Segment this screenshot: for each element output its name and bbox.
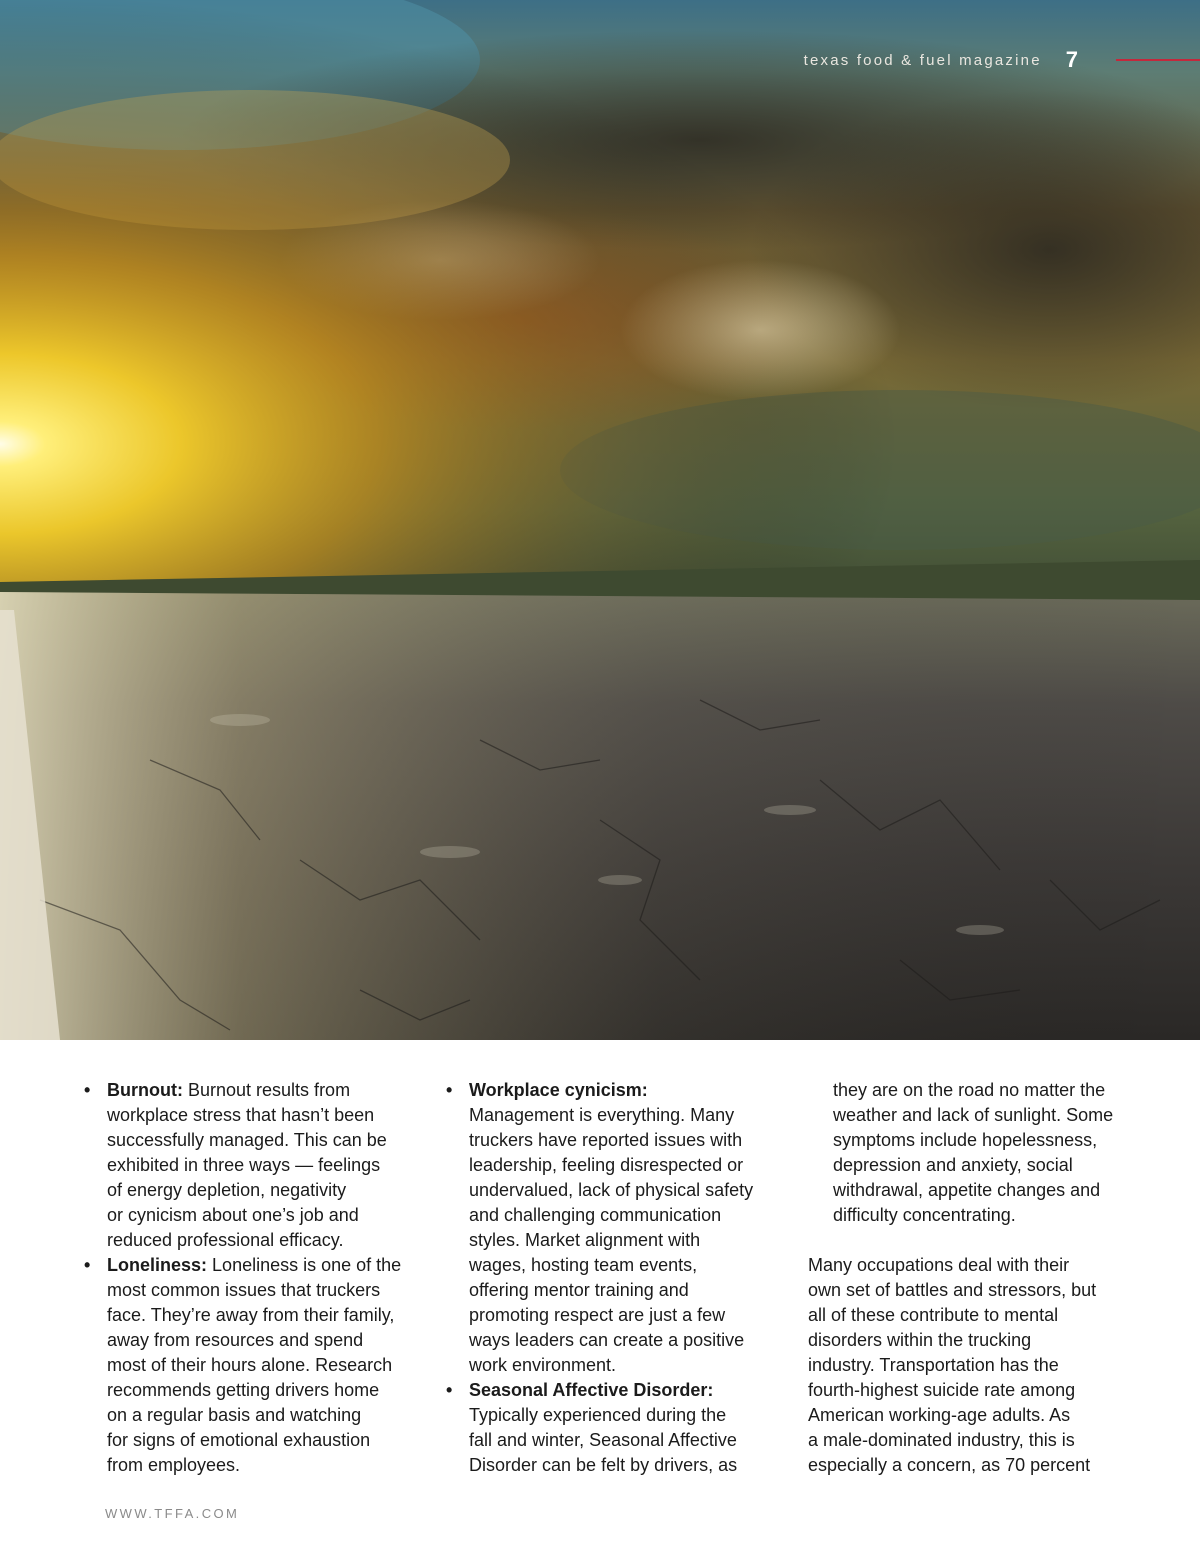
list-item-loneliness — [84, 1253, 434, 1478]
text-line: own set of battles and stressors, but — [808, 1280, 1097, 1300]
text-line: offering mentor training and — [469, 1280, 689, 1300]
text-column-3 — [808, 1078, 1158, 1478]
text-line: workplace stress that hasn’t been — [107, 1105, 375, 1125]
magazine-name: texas food & fuel magazine — [803, 51, 1042, 69]
page-number: 7 — [1065, 47, 1078, 72]
text-line: undervalued, lack of physical safety — [469, 1180, 754, 1200]
text-line: most of their hours alone. Research — [107, 1355, 393, 1375]
text-line: most common issues that truckers — [107, 1280, 381, 1300]
bullet-continuation — [808, 1078, 1158, 1228]
text-line: face. They’re away from their family, — [107, 1305, 395, 1325]
text-line: Burnout results from — [188, 1080, 351, 1100]
term-seasonal-affective-disorder: Seasonal Affective Disorder: — [469, 1380, 714, 1400]
text-line: work environment. — [469, 1355, 617, 1375]
list-item-workplace-cynicism — [446, 1078, 796, 1378]
page-header — [804, 46, 1200, 74]
text-line: Many occupations deal with their — [808, 1255, 1070, 1275]
bullet-icon: • — [84, 1255, 91, 1275]
text-line: ways leaders can create a positive — [469, 1330, 745, 1350]
text-line: especially a concern, as 70 percent — [808, 1455, 1091, 1475]
text-line: difficulty concentrating. — [833, 1205, 1016, 1225]
text-line: recommends getting drivers home — [107, 1380, 380, 1400]
text-line: reduced professional efficacy. — [107, 1230, 344, 1250]
text-line: wages, hosting team events, — [469, 1255, 698, 1275]
bullet-icon: • — [446, 1080, 453, 1100]
text-line: or cynicism about one’s job and — [107, 1205, 359, 1225]
bullet-list-2 — [446, 1078, 796, 1478]
text-line: of energy depletion, negativity — [107, 1180, 347, 1200]
bullet-icon: • — [84, 1080, 91, 1100]
accent-rule — [1116, 59, 1200, 61]
text-line: on a regular basis and watching — [107, 1405, 362, 1425]
term-burnout: Burnout: — [107, 1080, 183, 1100]
text-line: fourth-highest suicide rate among — [808, 1380, 1076, 1400]
text-line: Loneliness is one of the — [212, 1255, 402, 1275]
term-loneliness: Loneliness: — [107, 1255, 208, 1275]
list-item-burnout — [84, 1078, 434, 1253]
text-line: promoting respect are just a few — [469, 1305, 726, 1325]
text-line: symptoms include hopelessness, — [833, 1130, 1098, 1150]
bullet-icon: • — [446, 1380, 453, 1400]
text-line: Disorder can be felt by drivers, as — [469, 1455, 738, 1475]
bullet-list-1 — [84, 1078, 434, 1478]
text-line: withdrawal, appetite changes and — [833, 1180, 1101, 1200]
text-line: Typically experienced during the — [469, 1405, 727, 1425]
footer-website: WWW.TFFA.COM — [105, 1506, 240, 1521]
text-line: exhibited in three ways — feelings — [107, 1155, 381, 1175]
text-line: and challenging communication — [469, 1205, 722, 1225]
text-line: from employees. — [107, 1455, 241, 1475]
text-line: for signs of emotional exhaustion — [107, 1430, 371, 1450]
text-line: depression and anxiety, social — [833, 1155, 1073, 1175]
text-line: American working-age adults. As — [808, 1405, 1071, 1425]
text-column-2 — [446, 1078, 796, 1478]
list-item-seasonal-affective-disorder — [446, 1378, 796, 1478]
body-paragraph — [808, 1253, 1158, 1478]
text-line: successfully managed. This can be — [107, 1130, 387, 1150]
text-line: Management is everything. Many — [469, 1105, 735, 1125]
text-line: industry. Transportation has the — [808, 1355, 1059, 1375]
text-line: truckers have reported issues with — [469, 1130, 743, 1150]
text-line: a male-dominated industry, this is — [808, 1430, 1075, 1450]
term-workplace-cynicism: Workplace cynicism: — [469, 1080, 648, 1100]
text-line: styles. Market alignment with — [469, 1230, 701, 1250]
text-line: they are on the road no matter the — [833, 1080, 1106, 1100]
text-line: leadership, feeling disrespected or — [469, 1155, 744, 1175]
text-line: fall and winter, Seasonal Affective — [469, 1430, 737, 1450]
text-line: away from resources and spend — [107, 1330, 364, 1350]
text-column-1 — [84, 1078, 434, 1478]
text-line: disorders within the trucking — [808, 1330, 1032, 1350]
text-line: weather and lack of sunlight. Some — [833, 1105, 1114, 1125]
text-line: all of these contribute to mental — [808, 1305, 1059, 1325]
